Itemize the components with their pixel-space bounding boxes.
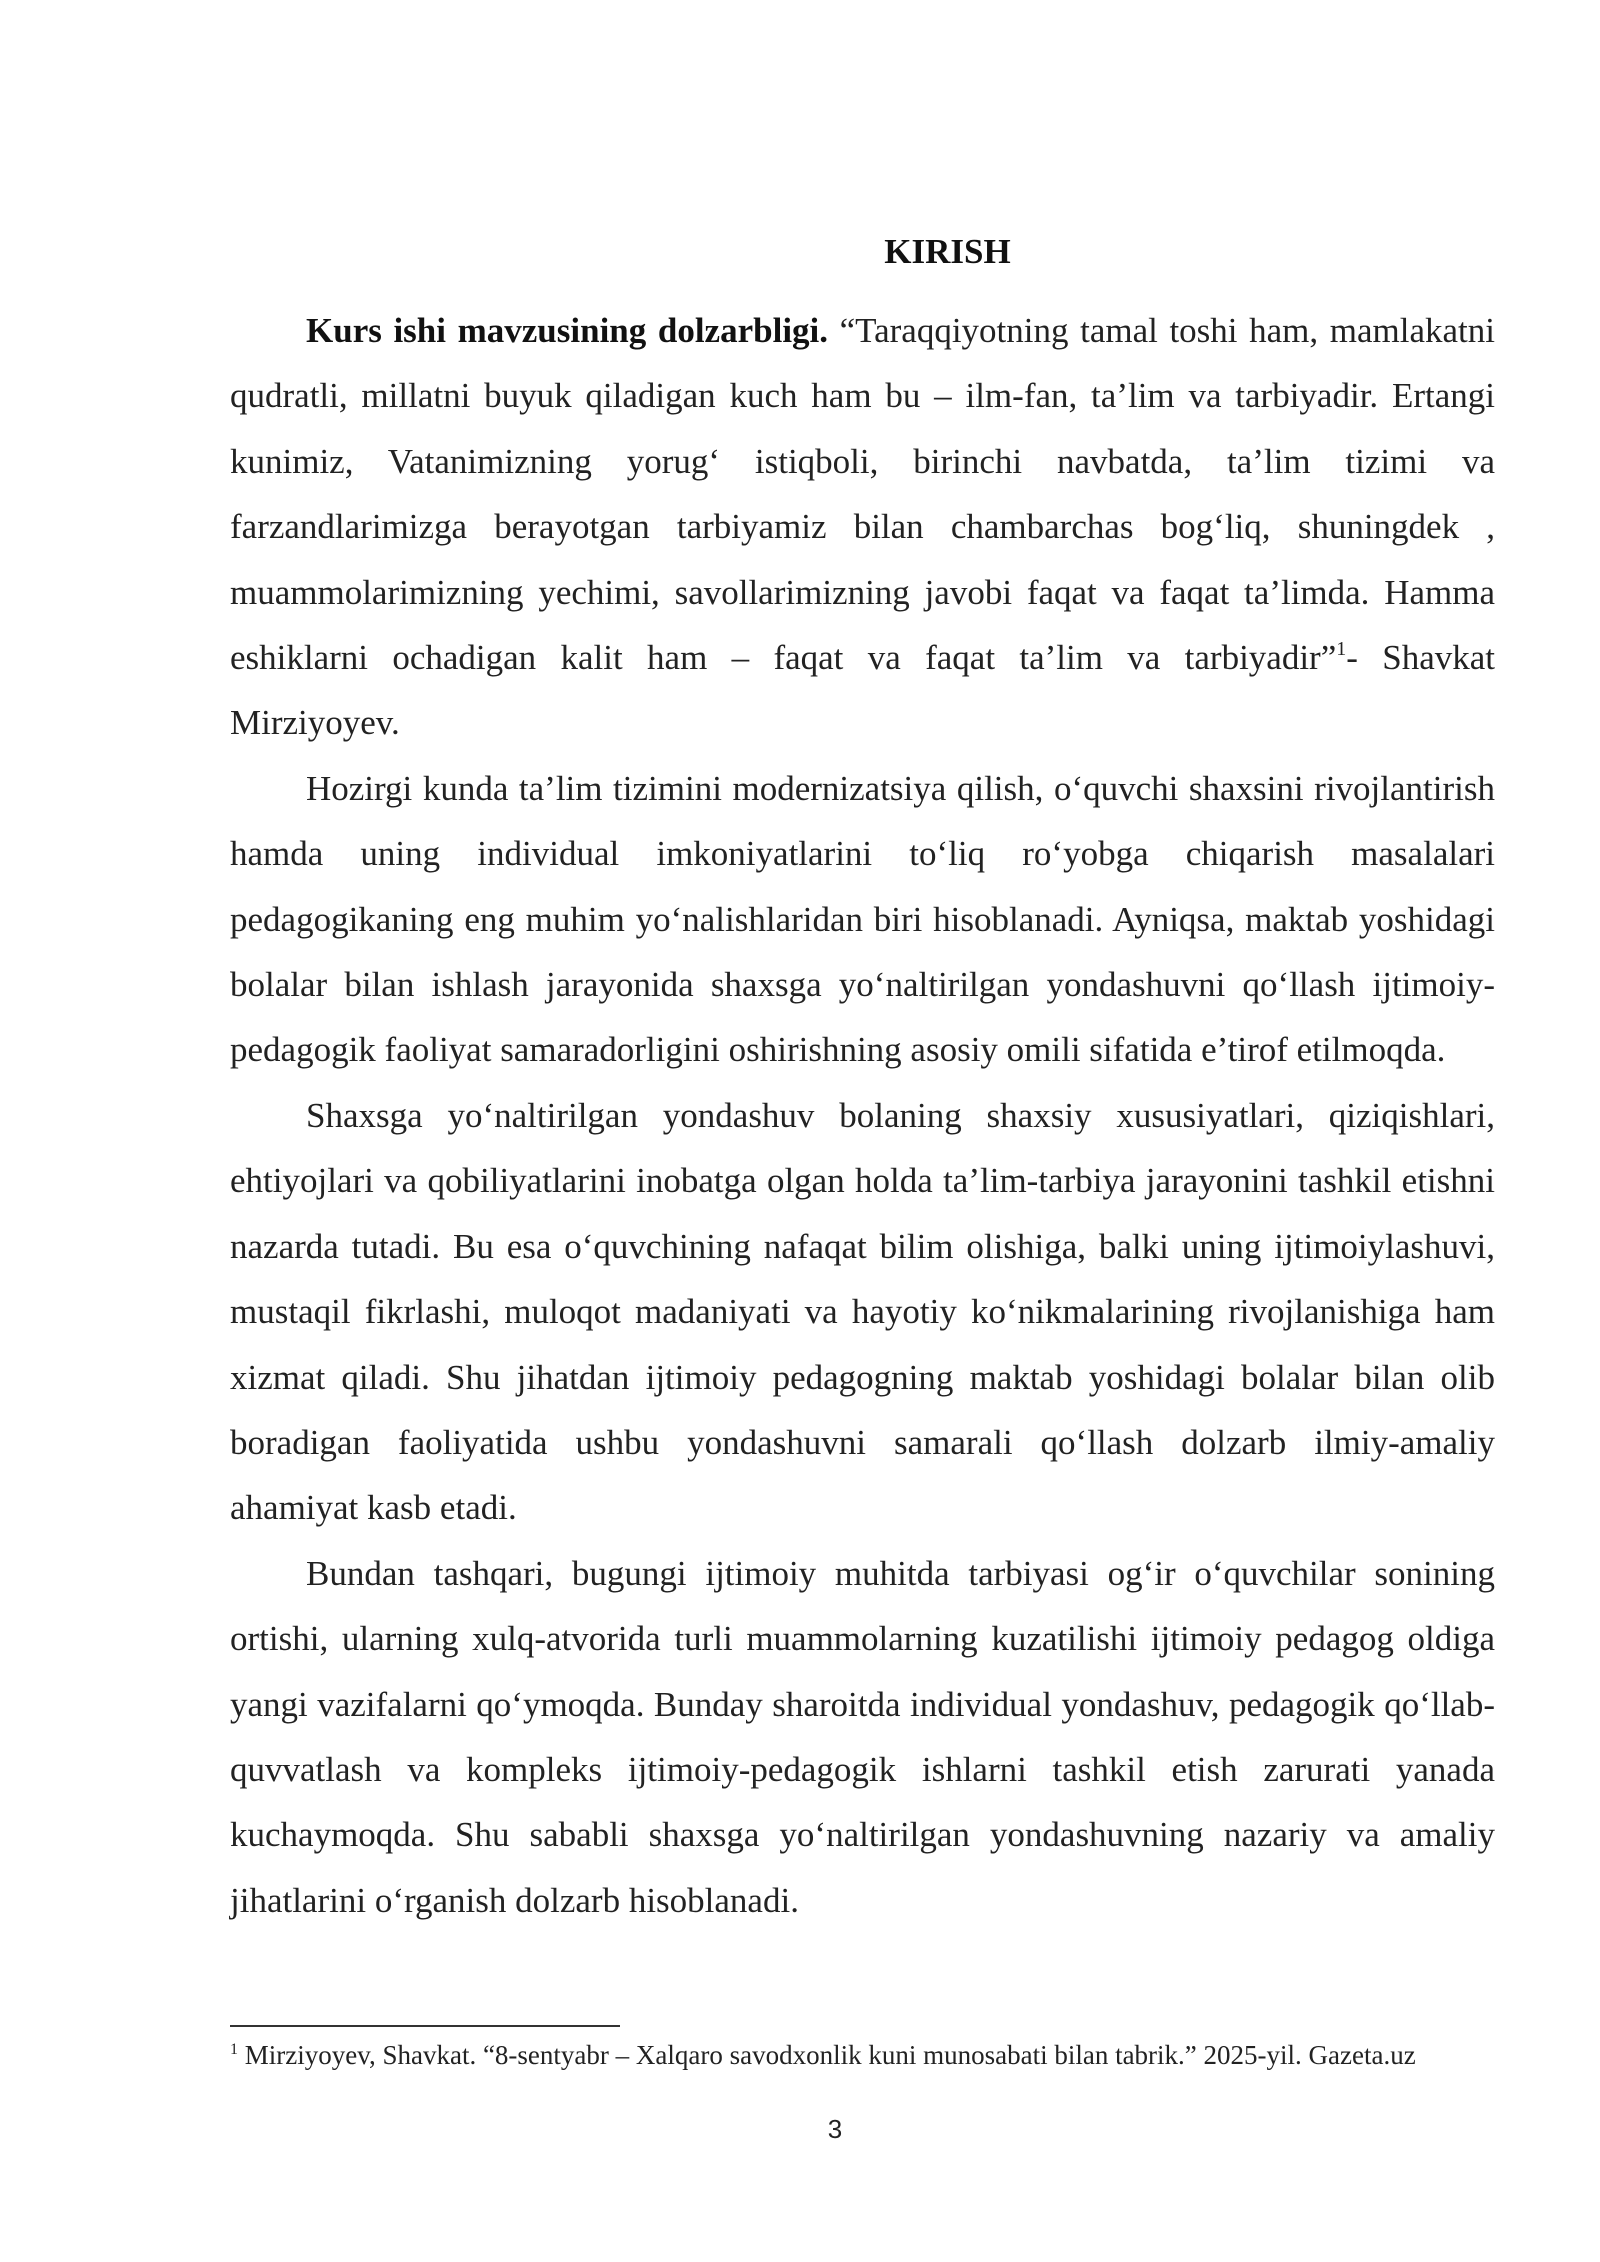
footnote-marker: 1 (230, 2041, 238, 2058)
footnote-divider (230, 2025, 620, 2027)
footnote-text: Mirziyoyev, Shavkat. “8-sentyabr – Xalqaro savodxonlik kuni munosabati bilan tabrik.” 2025-yil. Gazeta.uz (238, 2040, 1416, 2070)
paragraph-modernization: Hozirgi kunda ta’lim tizimini modernizatsiya qilish, o‘quvchi shaxsini rivojlantirish hamda uning individual imkoniyatlarini to‘liq ro‘yobga chiqarish masalalari pedagogikaning eng muhim yo‘nalishlaridan biri hisoblanadi. Ayniqsa, maktab yoshidagi bolalar bilan ishlash jarayonida shaxsga yo‘naltirilgan yondashuvni qo‘llash ijtimoiy-pedagogik faoliyat samaradorligini oshirishning asosiy omili sifatida e’tirof etilmoqda. (230, 768, 1495, 1070)
president-quote: “Taraqqiyotning tamal toshi ham, mamlakatni qudratli, millatni buyuk qiladigan kuch ham bu – ilm-fan, ta’lim va tarbiyadir. Ertangi kunimiz, Vatanimizning yorug‘ istiqboli, birinchi navbatda, ta’lim tizimi va farzandlarimizga berayotgan tarbiyamiz bilan chambarchas bog‘liq, shuningdek , muammolarimizning yechimi, savollarimizning javobi faqat va faqat ta’limda. Hamma eshiklarni ochadigan kalit ham – faqat va faqat ta’lim va tarbiyadir” (230, 311, 1495, 678)
body-text (230, 298, 1495, 1933)
footnote (230, 2036, 1495, 2074)
paragraph-lead-heading: Kurs ishi mavzusining dolzarbligi. (306, 311, 829, 350)
footnote-reference[interactable]: 1 (1336, 638, 1347, 661)
paragraph-relevance (230, 298, 1495, 756)
page-number: 3 (827, 2114, 843, 2144)
paragraph-person-centered-approach: Shaxsga yo‘naltirilgan yondashuv bolaning shaxsiy xususiyatlari, qiziqishlari, ehtiyojlari va qobiliyatlarini inobatga olgan holda ta’lim-tarbiya jarayonini tashkil etishni nazarda tutadi. Bu esa o‘quvchining nafaqat bilim olishiga, balki uning ijtimoiylashuvi, mustaqil fikrlashi, muloqot madaniyati va hayotiy ko‘nikmalarining rivojlanishiga ham xizmat qiladi. Shu jihatdan ijtimoiy pedagogning maktab yoshidagi bolalar bilan olib boradigan faoliyatida ushbu yondashuvni samarali qo‘llash dolzarb ilmiy-amaliy ahamiyat kasb etadi. (230, 1095, 1495, 1528)
page-title: KIRISH (884, 232, 1011, 271)
quote-attribution: - Shavkat Mirziyoyev. (230, 638, 1495, 743)
paragraph-social-environment: Bundan tashqari, bugungi ijtimoiy muhitda tarbiyasi og‘ir o‘quvchilar sonining ortishi, ularning xulq-atvorida turli muammolarning kuzatilishi ijtimoiy pedagog oldiga yangi vazifalarni qo‘ymoqda. Bunday sharoitda individual yondashuv, pedagogik qo‘llab-quvvatlash va kompleks ijtimoiy-pedagogik ishlarni tashkil etish zarurati yanada kuchaymoqda. Shu sababli shaxsga yo‘naltirilgan yondashuvning nazariy va amaliy jihatlarini o‘rganish dolzarb hisoblanadi. (230, 1553, 1495, 1920)
